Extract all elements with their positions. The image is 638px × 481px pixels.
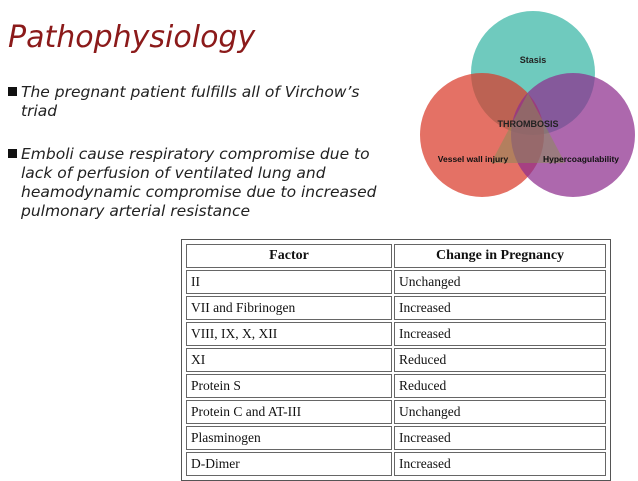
square-bullet-icon (8, 149, 17, 158)
table-header-row (186, 244, 606, 268)
change-cell: Increased (394, 452, 606, 476)
change-cell: Increased (394, 426, 606, 450)
change-cell: Increased (394, 322, 606, 346)
factor-cell: II (186, 270, 392, 294)
bullet-text: The pregnant patient fulfills all of Virchow’s triad (21, 83, 360, 120)
table-row (186, 348, 606, 372)
table-row (186, 452, 606, 476)
table-row (186, 296, 606, 320)
virchow-triad-venn-diagram (415, 5, 635, 200)
change-cell: Reduced (394, 374, 606, 398)
factor-cell: XI (186, 348, 392, 372)
factor-cell: D-Dimer (186, 452, 392, 476)
hypercoagulability-label: Hypercoagulability (542, 154, 620, 164)
factor-cell: Plasminogen (186, 426, 392, 450)
factor-cell: Protein S (186, 374, 392, 398)
bullet-text: Emboli cause respiratory compromise due to lack of perfusion of ventilated lung and heamodynamic compromise due to increased pulmonary arterial resistance (21, 145, 377, 220)
table-row (186, 322, 606, 346)
change-cell: Unchanged (394, 270, 606, 294)
table-row (186, 400, 606, 424)
stasis-label: Stasis (519, 55, 547, 65)
slide-title: Pathophysiology (8, 20, 256, 55)
table-row (186, 426, 606, 450)
header-factor: Factor (186, 244, 392, 268)
header-change: Change in Pregnancy (394, 244, 606, 268)
change-cell: Unchanged (394, 400, 606, 424)
bullet-item (8, 83, 393, 121)
table-row (186, 270, 606, 294)
vessel-wall-label: Vessel wall injury (437, 154, 509, 164)
factor-cell: Protein C and AT-III (186, 400, 392, 424)
coagulation-factor-table (181, 239, 611, 481)
bullet-item (8, 145, 393, 221)
factor-cell: VIII, IX, X, XII (186, 322, 392, 346)
change-cell: Reduced (394, 348, 606, 372)
factor-cell: VII and Fibrinogen (186, 296, 392, 320)
thrombosis-label: THROMBOSIS (497, 119, 559, 129)
square-bullet-icon (8, 87, 17, 96)
change-cell: Increased (394, 296, 606, 320)
table-row (186, 374, 606, 398)
